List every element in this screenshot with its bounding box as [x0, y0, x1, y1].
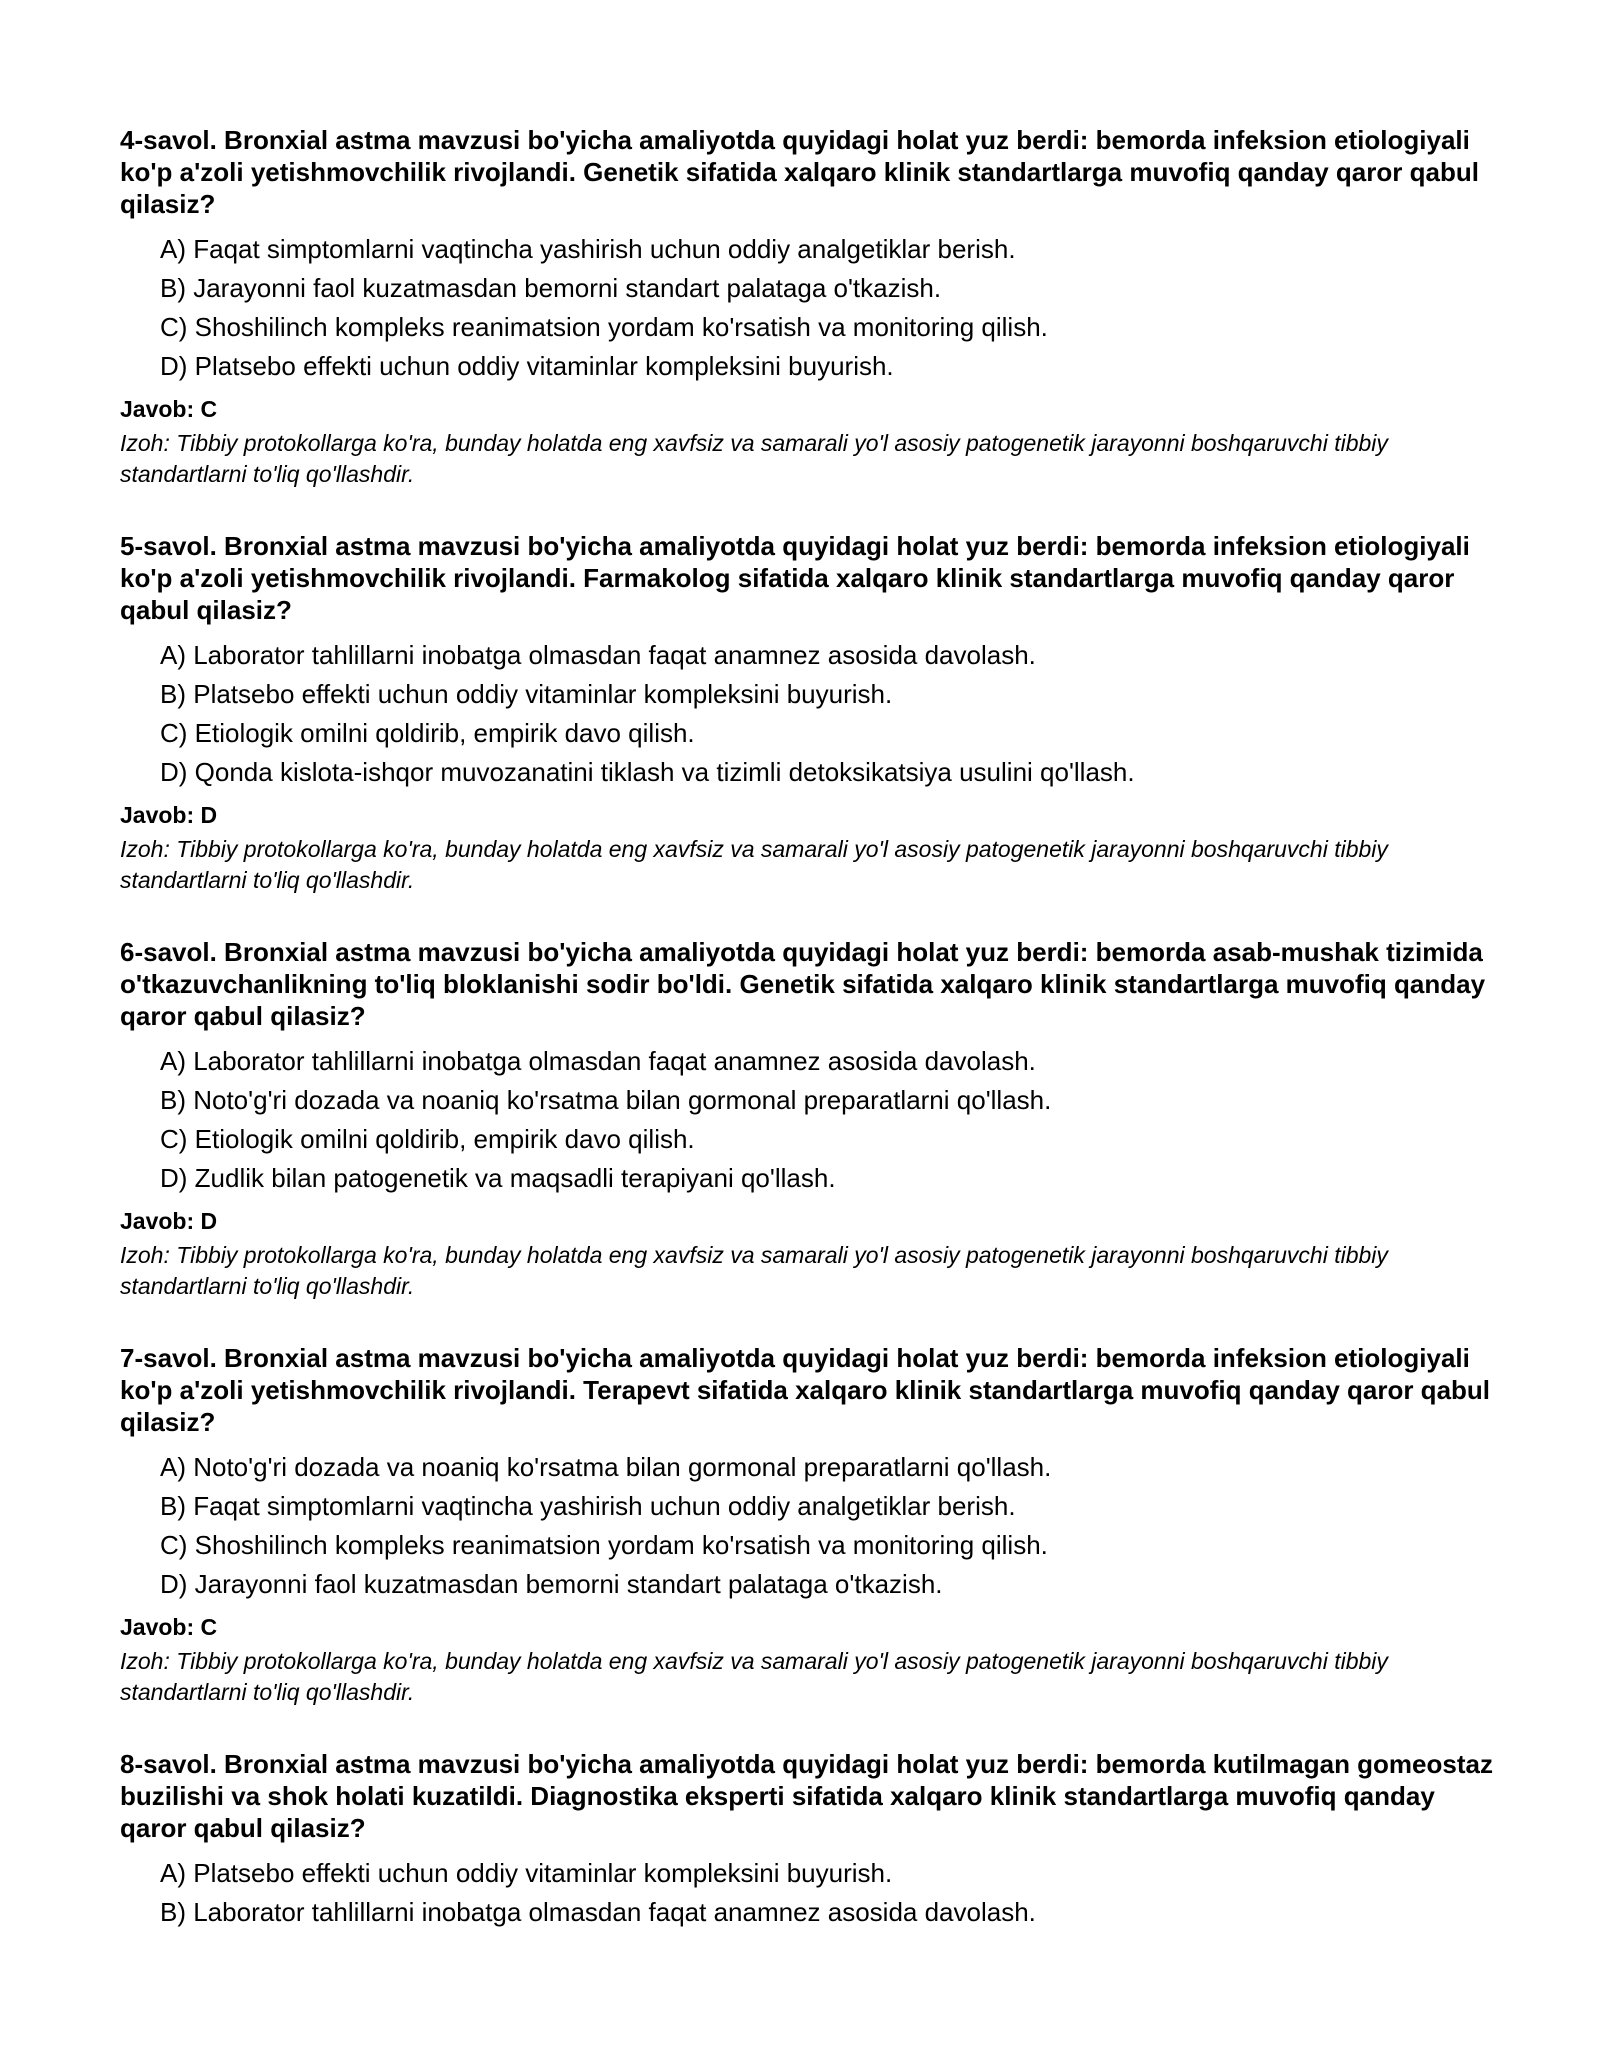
option-b: B) Jarayonni faol kuzatmasdan bemorni standart palataga o'tkazish.: [160, 273, 942, 303]
question-block: [120, 1748, 1500, 1932]
option-a: A) Faqat simptomlarni vaqtincha yashirish uchun oddiy analgetiklar berish.: [160, 234, 1016, 264]
question-text: 6-savol. Bronxial astma mavzusi bo'yicha amaliyotda quyidagi holat yuz berdi: bemorda asab-mushak tizimida o'tkazuvchanlikning to'liq bloklanishi sodir bo'ldi. Genetik sifatida xalqaro klinik standartlarga muvofiq qanday qaror qabul qilasiz?: [120, 937, 1486, 1031]
option-a: A) Laborator tahlillarni inobatga olmasdan faqat anamnez asosida davolash.: [160, 640, 1036, 670]
answer-text: Javob: D: [120, 802, 218, 828]
question-block: [120, 936, 1500, 1302]
question-text: 4-savol. Bronxial astma mavzusi bo'yicha amaliyotda quyidagi holat yuz berdi: bemorda infeksion etiologiyali ko'p a'zoli yetishmovchilik rivojlandi. Genetik sifatida xalqaro klinik standartlarga muvofiq qanday qaror qabul qilasiz?: [120, 125, 1479, 219]
option-d: D) Zudlik bilan patogenetik va maqsadli terapiyani qo'llash.: [160, 1163, 836, 1193]
options-list: [120, 1448, 1500, 1604]
explanation-note: Izoh: Tibbiy protokollarga ko'ra, bunday holatda eng xavfsiz va samarali yo'l asosiy patogenetik jarayonni boshqaruvchi tibbiy standartlarni to'liq qo'llashdir.: [120, 430, 1388, 487]
option-a: A) Platsebo effekti uchun oddiy vitaminlar kompleksini buyurish.: [160, 1858, 893, 1888]
option-d: D) Jarayonni faol kuzatmasdan bemorni standart palataga o'tkazish.: [160, 1569, 943, 1599]
option-c: C) Etiologik omilni qoldirib, empirik davo qilish.: [160, 718, 695, 748]
explanation-note: Izoh: Tibbiy protokollarga ko'ra, bunday holatda eng xavfsiz va samarali yo'l asosiy patogenetik jarayonni boshqaruvchi tibbiy standartlarni to'liq qo'llashdir.: [120, 836, 1388, 893]
question-text: 7-savol. Bronxial astma mavzusi bo'yicha amaliyotda quyidagi holat yuz berdi: bemorda infeksion etiologiyali ko'p a'zoli yetishmovchilik rivojlandi. Terapevt sifatida xalqaro klinik standartlarga muvofiq qanday qaror qabul qilasiz?: [120, 1343, 1491, 1437]
option-a: A) Laborator tahlillarni inobatga olmasdan faqat anamnez asosida davolash.: [160, 1046, 1036, 1076]
question-block: [120, 1342, 1500, 1708]
option-a: A) Noto'g'ri dozada va noaniq ko'rsatma bilan gormonal preparatlarni qo'llash.: [160, 1452, 1052, 1482]
options-list: [120, 1854, 1500, 1932]
option-b: B) Noto'g'ri dozada va noaniq ko'rsatma bilan gormonal preparatlarni qo'llash.: [160, 1085, 1052, 1115]
option-c: C) Shoshilinch kompleks reanimatsion yordam ko'rsatish va monitoring qilish.: [160, 312, 1048, 342]
explanation-note: Izoh: Tibbiy protokollarga ko'ra, bunday holatda eng xavfsiz va samarali yo'l asosiy patogenetik jarayonni boshqaruvchi tibbiy standartlarni to'liq qo'llashdir.: [120, 1242, 1388, 1299]
option-b: B) Faqat simptomlarni vaqtincha yashirish uchun oddiy analgetiklar berish.: [160, 1491, 1016, 1521]
question-block: [120, 530, 1500, 896]
option-c: C) Shoshilinch kompleks reanimatsion yordam ko'rsatish va monitoring qilish.: [160, 1530, 1048, 1560]
options-list: [120, 1042, 1500, 1198]
options-list: [120, 636, 1500, 792]
answer-text: Javob: C: [120, 1614, 218, 1640]
option-c: C) Etiologik omilni qoldirib, empirik davo qilish.: [160, 1124, 695, 1154]
question-text: 8-savol. Bronxial astma mavzusi bo'yicha amaliyotda quyidagi holat yuz berdi: bemorda kutilmagan gomeostaz buzilishi va shok holati kuzatildi. Diagnostika eksperti sifatida xalqaro klinik standartlarga muvofiq qanday qaror qabul qilasiz?: [120, 1749, 1493, 1843]
answer-text: Javob: C: [120, 396, 218, 422]
option-b: B) Platsebo effekti uchun oddiy vitaminlar kompleksini buyurish.: [160, 679, 893, 709]
option-d: D) Qonda kislota-ishqor muvozanatini tiklash va tizimli detoksikatsiya usulini qo'llash.: [160, 757, 1135, 787]
answer-text: Javob: D: [120, 1208, 218, 1234]
explanation-note: Izoh: Tibbiy protokollarga ko'ra, bunday holatda eng xavfsiz va samarali yo'l asosiy patogenetik jarayonni boshqaruvchi tibbiy standartlarni to'liq qo'llashdir.: [120, 1648, 1388, 1705]
option-d: D) Platsebo effekti uchun oddiy vitaminlar kompleksini buyurish.: [160, 351, 894, 381]
question-text: 5-savol. Bronxial astma mavzusi bo'yicha amaliyotda quyidagi holat yuz berdi: bemorda infeksion etiologiyali ko'p a'zoli yetishmovchilik rivojlandi. Farmakolog sifatida xalqaro klinik standartlarga muvofiq qanday qaror qabul qilasiz?: [120, 531, 1470, 625]
options-list: [120, 230, 1500, 386]
question-block: [120, 124, 1500, 490]
option-b: B) Laborator tahlillarni inobatga olmasdan faqat anamnez asosida davolash.: [160, 1897, 1036, 1927]
